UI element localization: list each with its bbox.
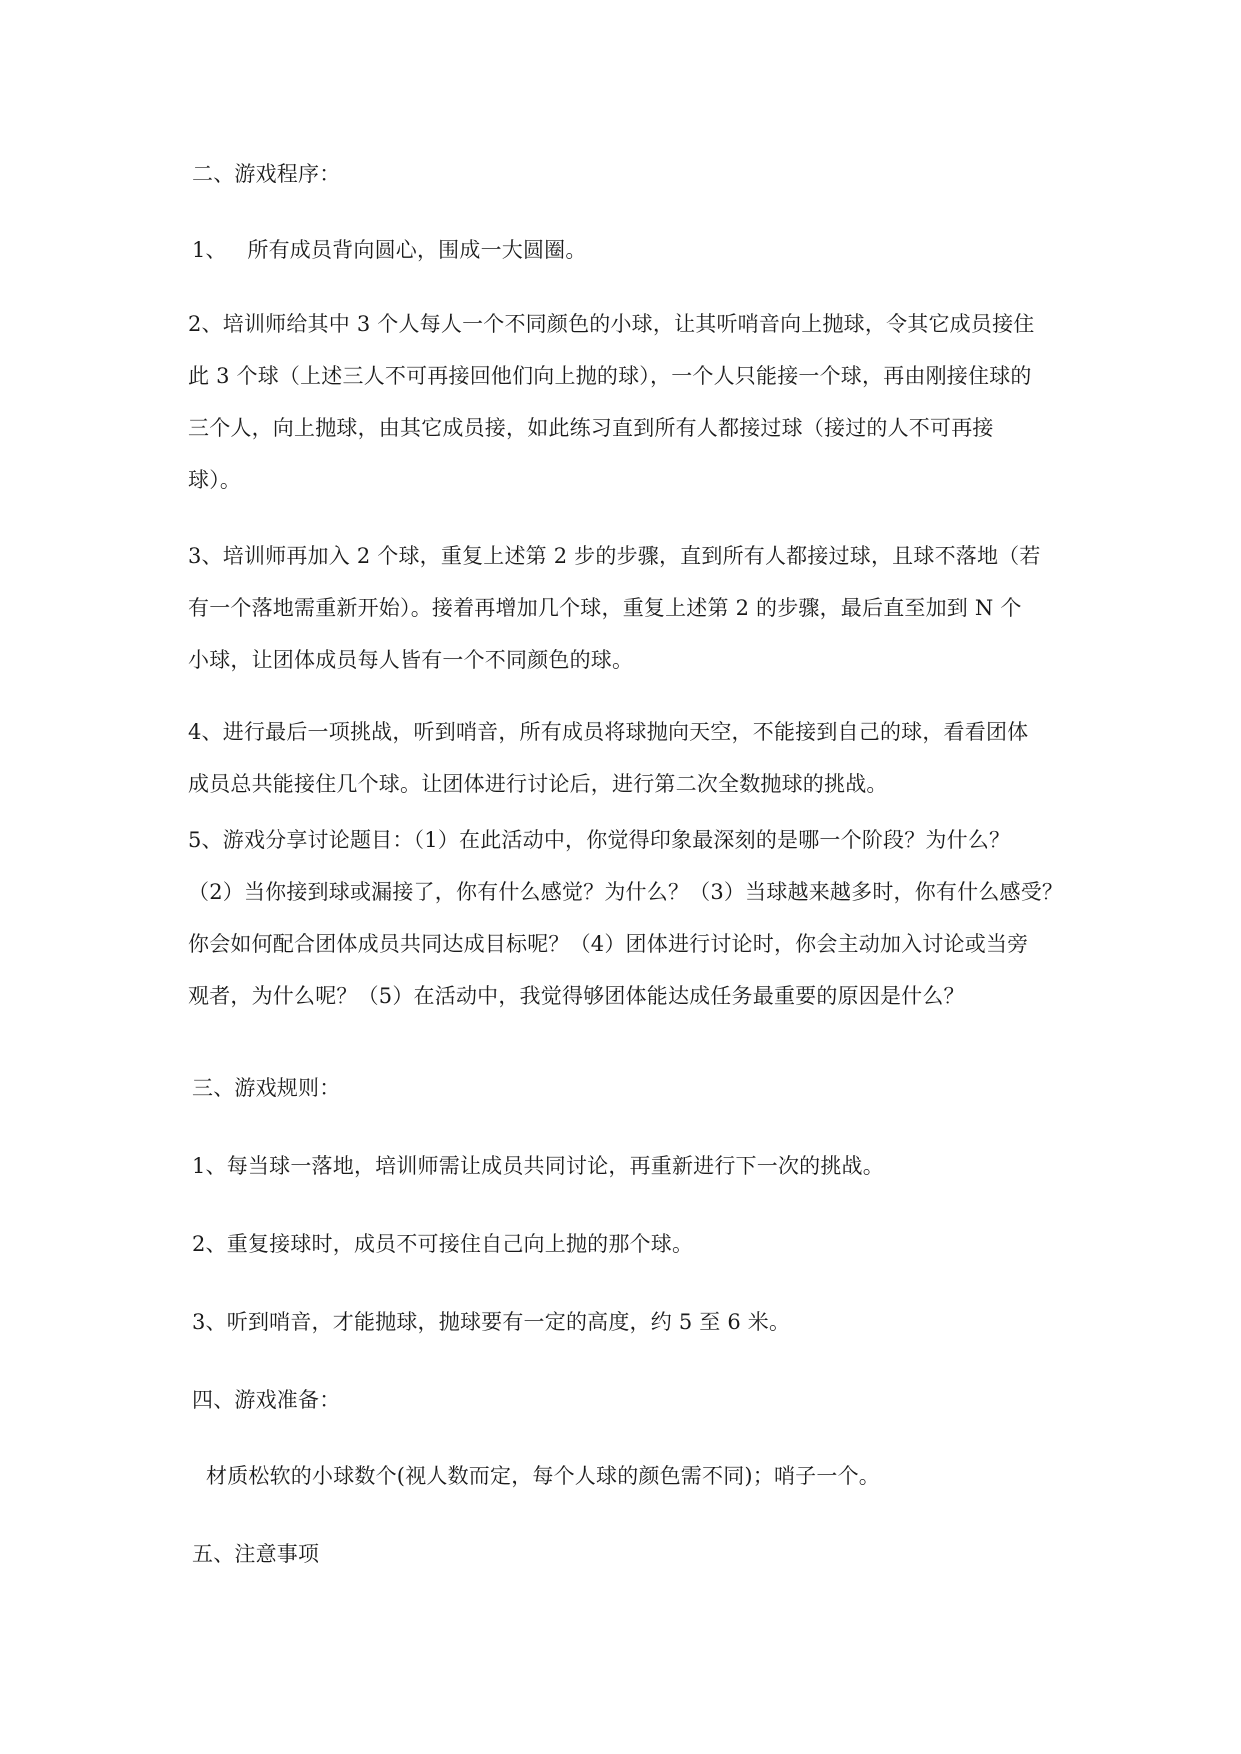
text-line: 成员总共能接住几个球。让团体进行讨论后，进行第二次全数抛球的挑战。 xyxy=(188,772,888,796)
text-line: 3、培训师再加入 2 个球，重复上述第 2 步的步骤，直到所有人都接过球，且球不落地（若 xyxy=(188,544,1041,568)
procedure-step-5 xyxy=(188,814,1064,1022)
text-line: （2）当你接到球或漏接了，你有什么感觉？为什么？（3）当球越来越多时，你有什么感受？ xyxy=(188,880,1064,904)
notes-heading: 五、注意事项 xyxy=(192,1542,320,1566)
text-line: 球）。 xyxy=(188,468,242,492)
procedure-heading: 二、游戏程序： xyxy=(192,162,341,186)
text-line: 此 3 个球（上述三人不可再接回他们向上抛的球），一个人只能接一个球，再由刚接住球的 xyxy=(188,364,1032,388)
text-line: 三个人，向上抛球，由其它成员接，如此练习直到所有人都接过球（接过的人不可再接 xyxy=(188,416,994,440)
procedure-step-3 xyxy=(188,530,1060,686)
procedure-step-2 xyxy=(188,298,1060,506)
text-line: 观者，为什么呢？（5）在活动中，我觉得够团体能达成任务最重要的原因是什么？ xyxy=(188,984,965,1008)
procedure-step-4 xyxy=(188,706,1060,810)
rule-1: 1、每当球一落地，培训师需让成员共同讨论，再重新进行下一次的挑战。 xyxy=(192,1154,884,1178)
text-line: 你会如何配合团体成员共同达成目标呢？（4）团体进行讨论时，你会主动加入讨论或当旁 xyxy=(188,932,1029,956)
text-line: 小球，让团体成员每人皆有一个不同颜色的球。 xyxy=(188,648,634,672)
preparation-heading: 四、游戏准备： xyxy=(192,1388,341,1412)
text-line: 4、进行最后一项挑战，听到哨音，所有成员将球抛向天空，不能接到自己的球，看看团体 xyxy=(188,720,1029,744)
procedure-step-1: 1、 所有成员背向圆心，围成一大圆圈。 xyxy=(192,238,587,262)
text-line: 有一个落地需重新开始）。接着再增加几个球，重复上述第 2 的步骤，最后直至加到 N 个 xyxy=(188,596,1022,620)
rule-2: 2、重复接球时，成员不可接住自己向上抛的那个球。 xyxy=(192,1232,694,1256)
preparation-text: 材质松软的小球数个(视人数而定，每个人球的颜色需不同)；哨子一个。 xyxy=(206,1464,880,1488)
rules-heading: 三、游戏规则： xyxy=(192,1076,341,1100)
text-line: 5、游戏分享讨论题目：（1）在此活动中，你觉得印象最深刻的是哪一个阶段？为什么？ xyxy=(188,828,1011,852)
text-line: 2、培训师给其中 3 个人每人一个不同颜色的小球，让其听哨音向上抛球，令其它成员接住 xyxy=(188,312,1035,336)
rule-3: 3、听到哨音，才能抛球，抛球要有一定的高度，约 5 至 6 米。 xyxy=(192,1310,791,1334)
